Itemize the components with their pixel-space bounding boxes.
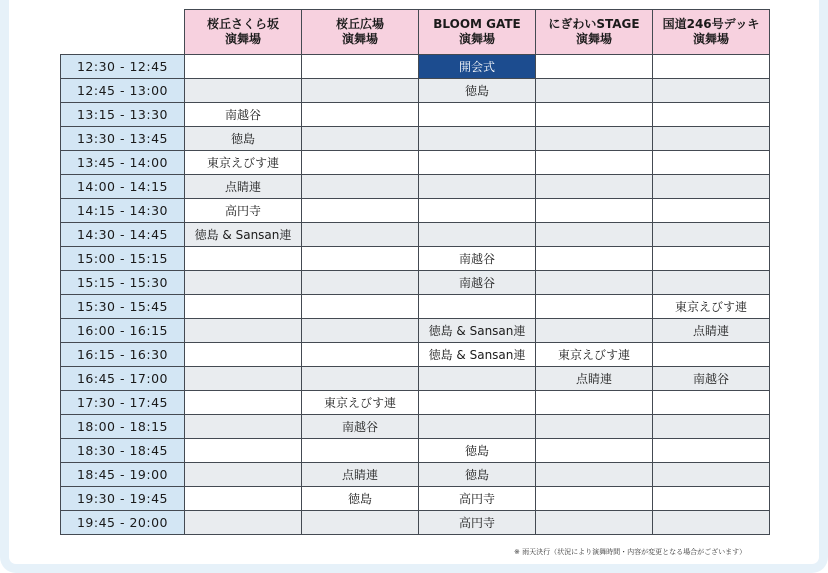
- venue-sub: 演舞場: [692, 32, 729, 46]
- venue-sub: 演舞場: [458, 32, 495, 46]
- performance-cell: [536, 175, 653, 199]
- performance-cell: [536, 463, 653, 487]
- performance-cell: 徳島: [419, 439, 536, 463]
- time-slot-label: 13:30 - 13:45: [61, 127, 185, 151]
- time-slot-label: 13:45 - 14:00: [61, 151, 185, 175]
- performance-cell: 点睛連: [185, 175, 302, 199]
- performance-cell: [302, 55, 419, 79]
- performance-cell: [419, 151, 536, 175]
- performance-cell: 徳島 & Sansan連: [185, 223, 302, 247]
- performance-cell: [536, 151, 653, 175]
- schedule-row: [61, 199, 770, 223]
- performance-cell: [653, 463, 770, 487]
- performance-cell: [302, 511, 419, 535]
- venue-header-sakurazaka: [185, 10, 302, 55]
- performance-cell: [653, 415, 770, 439]
- time-slot-label: 12:45 - 13:00: [61, 79, 185, 103]
- performance-cell: 点睛連: [653, 319, 770, 343]
- performance-cell: [536, 511, 653, 535]
- schedule-row: [61, 55, 770, 79]
- time-slot-label: 15:15 - 15:30: [61, 271, 185, 295]
- performance-cell: [653, 223, 770, 247]
- performance-cell: 東京えびす連: [653, 295, 770, 319]
- performance-cell: 東京えびす連: [302, 391, 419, 415]
- schedule-row: [61, 391, 770, 415]
- time-slot-label: 18:00 - 18:15: [61, 415, 185, 439]
- time-slot-label: 14:30 - 14:45: [61, 223, 185, 247]
- schedule-row: [61, 319, 770, 343]
- schedule-row: [61, 103, 770, 127]
- venue-header-row: [61, 10, 770, 55]
- schedule-row: [61, 295, 770, 319]
- performance-cell: [653, 79, 770, 103]
- performance-cell: 徳島 & Sansan連: [419, 319, 536, 343]
- venue-header-sakuragaoka-hiroba: [302, 10, 419, 55]
- performance-cell: 南越谷: [419, 247, 536, 271]
- performance-cell: 徳島 & Sansan連: [419, 343, 536, 367]
- performance-cell: [536, 199, 653, 223]
- time-slot-label: 16:00 - 16:15: [61, 319, 185, 343]
- venue-name: 桜丘広場: [335, 17, 384, 31]
- venue-name: 国道246号デッキ: [662, 17, 760, 31]
- opening-ceremony-cell: 開会式: [419, 55, 536, 79]
- time-slot-label: 13:15 - 13:30: [61, 103, 185, 127]
- performance-cell: [536, 319, 653, 343]
- performance-cell: [653, 487, 770, 511]
- time-slot-label: 16:15 - 16:30: [61, 343, 185, 367]
- performance-cell: [185, 439, 302, 463]
- venue-name: BLOOM GATE: [433, 17, 521, 31]
- schedule-row: [61, 439, 770, 463]
- schedule-row: [61, 247, 770, 271]
- performance-cell: [419, 103, 536, 127]
- performance-cell: [185, 511, 302, 535]
- performance-cell: 徳島: [302, 487, 419, 511]
- performance-cell: [653, 247, 770, 271]
- time-slot-label: 16:45 - 17:00: [61, 367, 185, 391]
- venue-sub: 演舞場: [224, 32, 261, 46]
- performance-schedule-table: [60, 9, 770, 535]
- performance-cell: [302, 127, 419, 151]
- performance-cell: [302, 271, 419, 295]
- time-slot-label: 19:45 - 20:00: [61, 511, 185, 535]
- performance-cell: [536, 55, 653, 79]
- performance-cell: [653, 343, 770, 367]
- performance-cell: [185, 487, 302, 511]
- time-slot-label: 12:30 - 12:45: [61, 55, 185, 79]
- performance-cell: [536, 103, 653, 127]
- schedule-row: [61, 511, 770, 535]
- performance-cell: 南越谷: [302, 415, 419, 439]
- performance-cell: 高円寺: [419, 487, 536, 511]
- performance-cell: 徳島: [419, 79, 536, 103]
- performance-cell: [653, 151, 770, 175]
- performance-cell: [653, 199, 770, 223]
- performance-cell: [302, 247, 419, 271]
- performance-cell: [536, 247, 653, 271]
- schedule-row: [61, 415, 770, 439]
- schedule-row: [61, 487, 770, 511]
- performance-cell: [419, 391, 536, 415]
- performance-cell: [185, 415, 302, 439]
- performance-cell: 南越谷: [419, 271, 536, 295]
- time-slot-label: 19:30 - 19:45: [61, 487, 185, 511]
- venue-sub: 演舞場: [575, 32, 612, 46]
- time-slot-label: 18:30 - 18:45: [61, 439, 185, 463]
- performance-cell: [419, 223, 536, 247]
- performance-cell: [536, 295, 653, 319]
- venue-header-route246-deck: [653, 10, 770, 55]
- performance-cell: [302, 223, 419, 247]
- performance-cell: [185, 319, 302, 343]
- performance-cell: 高円寺: [185, 199, 302, 223]
- performance-cell: [302, 175, 419, 199]
- performance-cell: [536, 223, 653, 247]
- performance-cell: [185, 295, 302, 319]
- performance-cell: [653, 391, 770, 415]
- time-slot-label: 15:30 - 15:45: [61, 295, 185, 319]
- performance-cell: [653, 127, 770, 151]
- table-corner: [61, 10, 185, 55]
- performance-cell: 東京えびす連: [536, 343, 653, 367]
- performance-cell: [302, 295, 419, 319]
- performance-cell: [653, 271, 770, 295]
- performance-cell: 東京えびす連: [185, 151, 302, 175]
- performance-cell: [536, 415, 653, 439]
- time-slot-label: 15:00 - 15:15: [61, 247, 185, 271]
- performance-cell: [302, 151, 419, 175]
- schedule-row: [61, 223, 770, 247]
- venue-name: 桜丘さくら坂: [206, 17, 279, 31]
- performance-cell: 徳島: [419, 463, 536, 487]
- performance-cell: [185, 271, 302, 295]
- performance-cell: [185, 247, 302, 271]
- performance-cell: 南越谷: [185, 103, 302, 127]
- performance-cell: [653, 511, 770, 535]
- schedule-row: [61, 79, 770, 103]
- rain-footnote: ※ 雨天決行（状況により演舞時間・内容が変更となる場合がございます）: [514, 548, 747, 556]
- schedule-row: [61, 151, 770, 175]
- performance-cell: [419, 175, 536, 199]
- time-slot-label: 18:45 - 19:00: [61, 463, 185, 487]
- performance-cell: [302, 199, 419, 223]
- performance-cell: [302, 439, 419, 463]
- performance-cell: [419, 199, 536, 223]
- performance-cell: [653, 103, 770, 127]
- schedule-row: [61, 271, 770, 295]
- performance-cell: [653, 175, 770, 199]
- performance-cell: [302, 343, 419, 367]
- time-slot-label: 14:00 - 14:15: [61, 175, 185, 199]
- performance-cell: [536, 439, 653, 463]
- performance-cell: [185, 343, 302, 367]
- performance-cell: 点睛連: [536, 367, 653, 391]
- schedule-body: [61, 55, 770, 535]
- performance-cell: [302, 79, 419, 103]
- performance-cell: [185, 391, 302, 415]
- venue-header-nigiwai-stage: [536, 10, 653, 55]
- performance-cell: 徳島: [185, 127, 302, 151]
- time-slot-label: 14:15 - 14:30: [61, 199, 185, 223]
- performance-cell: [419, 415, 536, 439]
- schedule-row: [61, 175, 770, 199]
- schedule-row: [61, 367, 770, 391]
- performance-cell: [536, 127, 653, 151]
- schedule-row: [61, 127, 770, 151]
- performance-cell: [302, 367, 419, 391]
- performance-cell: [302, 103, 419, 127]
- performance-cell: 南越谷: [653, 367, 770, 391]
- performance-cell: 高円寺: [419, 511, 536, 535]
- performance-cell: [302, 319, 419, 343]
- performance-cell: [419, 295, 536, 319]
- performance-cell: [185, 367, 302, 391]
- performance-cell: 点睛連: [302, 463, 419, 487]
- performance-cell: [185, 79, 302, 103]
- performance-cell: [653, 439, 770, 463]
- schedule-row: [61, 343, 770, 367]
- performance-cell: [419, 127, 536, 151]
- performance-cell: [185, 463, 302, 487]
- schedule-row: [61, 463, 770, 487]
- venue-sub: 演舞場: [341, 32, 378, 46]
- performance-cell: [536, 271, 653, 295]
- performance-cell: [653, 55, 770, 79]
- venue-name: にぎわいSTAGE: [548, 17, 640, 31]
- performance-cell: [536, 79, 653, 103]
- performance-cell: [536, 487, 653, 511]
- venue-header-bloom-gate: [419, 10, 536, 55]
- time-slot-label: 17:30 - 17:45: [61, 391, 185, 415]
- performance-cell: [536, 391, 653, 415]
- performance-cell: [185, 55, 302, 79]
- performance-cell: [419, 367, 536, 391]
